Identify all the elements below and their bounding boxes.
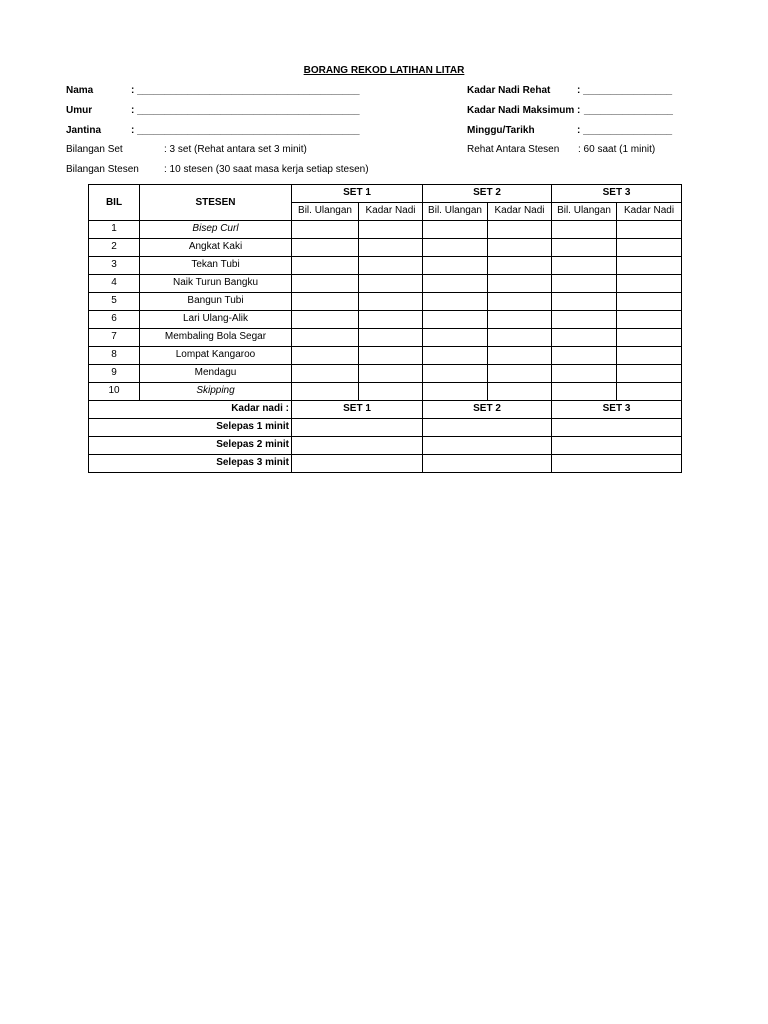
table-row <box>89 257 682 275</box>
recovery-set-1-header: SET 1 <box>292 401 423 419</box>
set-1-ulangan-header: Bil. Ulangan <box>292 203 359 221</box>
kadar-nadi-label: Kadar nadi : <box>89 401 292 419</box>
set-1-nadi-cell[interactable] <box>359 275 423 293</box>
set-1-nadi-cell[interactable] <box>359 293 423 311</box>
set-2-nadi-cell[interactable] <box>488 329 552 347</box>
set-2-ulangan-cell[interactable] <box>423 257 488 275</box>
set-2-nadi-cell[interactable] <box>488 347 552 365</box>
set-1-nadi-cell[interactable] <box>359 347 423 365</box>
selepas-label: Selepas 3 minit <box>89 455 292 473</box>
kadar-nadi-maksimum-field[interactable]: ________________ <box>584 105 673 116</box>
jantina-field[interactable]: : ________________________________________ <box>131 125 360 136</box>
set-2-ulangan-cell[interactable] <box>423 329 488 347</box>
set-3-nadi-cell[interactable] <box>617 329 682 347</box>
jantina-label: Jantina <box>66 125 102 136</box>
set-1-nadi-cell[interactable] <box>359 257 423 275</box>
set-3-nadi-cell[interactable] <box>617 311 682 329</box>
stesen-cell: Mendagu <box>140 365 292 383</box>
set-2-ulangan-cell[interactable] <box>423 221 488 239</box>
selepas-set-3-cell[interactable] <box>552 419 682 437</box>
set-3-ulangan-cell[interactable] <box>552 365 617 383</box>
bil-cell: 2 <box>89 239 140 257</box>
set-1-ulangan-cell[interactable] <box>292 311 359 329</box>
table-row <box>89 221 682 239</box>
set-2-ulangan-cell[interactable] <box>423 239 488 257</box>
selepas-label: Selepas 2 minit <box>89 437 292 455</box>
set-3-ulangan-cell[interactable] <box>552 221 617 239</box>
stesen-cell: Angkat Kaki <box>140 239 292 257</box>
set-2-nadi-cell[interactable] <box>488 311 552 329</box>
record-table <box>88 184 682 473</box>
set-3-ulangan-cell[interactable] <box>552 239 617 257</box>
set-1-ulangan-cell[interactable] <box>292 257 359 275</box>
set-3-ulangan-cell[interactable] <box>552 293 617 311</box>
set-3-ulangan-cell[interactable] <box>552 257 617 275</box>
selepas-row <box>89 455 682 473</box>
kadar-nadi-maksimum-label: Kadar Nadi Maksimum : <box>467 105 581 116</box>
set-3-nadi-cell[interactable] <box>617 293 682 311</box>
set-1-ulangan-cell[interactable] <box>292 293 359 311</box>
set-3-ulangan-cell[interactable] <box>552 329 617 347</box>
set-3-ulangan-cell[interactable] <box>552 347 617 365</box>
set-1-nadi-cell[interactable] <box>359 311 423 329</box>
set-3-header: SET 3 <box>552 185 682 203</box>
set-3-nadi-cell[interactable] <box>617 257 682 275</box>
set-2-nadi-cell[interactable] <box>488 383 552 401</box>
set-3-nadi-cell[interactable] <box>617 275 682 293</box>
bil-cell: 6 <box>89 311 140 329</box>
set-1-ulangan-cell[interactable] <box>292 275 359 293</box>
recovery-set-2-header: SET 2 <box>423 401 552 419</box>
set-3-ulangan-header: Bil. Ulangan <box>552 203 617 221</box>
nama-label: Nama <box>66 85 94 96</box>
table-row <box>89 365 682 383</box>
stesen-cell: Bisep Curl <box>140 221 292 239</box>
stesen-cell: Lompat Kangaroo <box>140 347 292 365</box>
bil-cell: 3 <box>89 257 140 275</box>
stesen-cell: Bangun Tubi <box>140 293 292 311</box>
rehat-antara-stesen-value: : 60 saat (1 minit) <box>578 144 656 155</box>
selepas-set-3-cell[interactable] <box>552 455 682 473</box>
set-1-ulangan-cell[interactable] <box>292 221 359 239</box>
set-2-ulangan-header: Bil. Ulangan <box>423 203 488 221</box>
header-row <box>89 185 682 203</box>
set-2-nadi-header: Kadar Nadi <box>488 203 552 221</box>
set-2-nadi-cell[interactable] <box>488 275 552 293</box>
set-2-header: SET 2 <box>423 185 552 203</box>
recovery-set-3-header: SET 3 <box>552 401 682 419</box>
set-2-ulangan-cell[interactable] <box>423 383 488 401</box>
selepas-set-2-cell[interactable] <box>423 455 552 473</box>
bil-cell: 8 <box>89 347 140 365</box>
set-3-nadi-cell[interactable] <box>617 347 682 365</box>
nama-field[interactable]: : ________________________________________ <box>131 85 360 96</box>
bil-cell: 10 <box>89 383 140 401</box>
bil-cell: 4 <box>89 275 140 293</box>
stesen-cell: Lari Ulang-Alik <box>140 311 292 329</box>
set-2-nadi-cell[interactable] <box>488 365 552 383</box>
selepas-set-3-cell[interactable] <box>552 437 682 455</box>
selepas-row <box>89 419 682 437</box>
stesen-cell: Membaling Bola Segar <box>140 329 292 347</box>
bilangan-set-value: : 3 set (Rehat antara set 3 minit) <box>164 144 307 155</box>
set-2-nadi-cell[interactable] <box>488 221 552 239</box>
set-1-nadi-cell[interactable] <box>359 239 423 257</box>
set-3-nadi-cell[interactable] <box>617 221 682 239</box>
stesen-cell: Skipping <box>140 383 292 401</box>
selepas-row <box>89 437 682 455</box>
set-2-ulangan-cell[interactable] <box>423 347 488 365</box>
selepas-set-1-cell[interactable] <box>292 455 423 473</box>
bilangan-stesen-value: : 10 stesen (30 saat masa kerja setiap stesen) <box>164 164 369 175</box>
table-row <box>89 275 682 293</box>
selepas-set-1-cell[interactable] <box>292 437 423 455</box>
bilangan-stesen-label: Bilangan Stesen <box>66 164 139 175</box>
set-1-ulangan-cell[interactable] <box>292 239 359 257</box>
set-2-nadi-cell[interactable] <box>488 239 552 257</box>
bil-cell: 1 <box>89 221 140 239</box>
minggu-tarikh-label: Minggu/Tarikh <box>467 125 535 136</box>
set-1-nadi-header: Kadar Nadi <box>359 203 423 221</box>
selepas-set-1-cell[interactable] <box>292 419 423 437</box>
kadar-nadi-rehat-field[interactable]: : ________________ <box>577 85 673 96</box>
set-3-nadi-cell[interactable] <box>617 365 682 383</box>
set-2-ulangan-cell[interactable] <box>423 365 488 383</box>
table-row <box>89 311 682 329</box>
table-row <box>89 293 682 311</box>
set-2-ulangan-cell[interactable] <box>423 293 488 311</box>
set-1-ulangan-cell[interactable] <box>292 383 359 401</box>
set-1-header: SET 1 <box>292 185 423 203</box>
set-3-ulangan-cell[interactable] <box>552 383 617 401</box>
set-1-nadi-cell[interactable] <box>359 221 423 239</box>
set-2-ulangan-cell[interactable] <box>423 275 488 293</box>
bilangan-set-label: Bilangan Set <box>66 144 123 155</box>
set-1-ulangan-cell[interactable] <box>292 347 359 365</box>
selepas-label: Selepas 1 minit <box>89 419 292 437</box>
set-1-ulangan-cell[interactable] <box>292 365 359 383</box>
bil-cell: 7 <box>89 329 140 347</box>
set-1-nadi-cell[interactable] <box>359 329 423 347</box>
kadar-nadi-row <box>89 401 682 419</box>
minggu-tarikh-field[interactable]: : ________________ <box>577 125 673 136</box>
rehat-antara-stesen-label: Rehat Antara Stesen <box>467 144 560 155</box>
set-3-nadi-cell[interactable] <box>617 239 682 257</box>
form-title: BORANG REKOD LATIHAN LITAR <box>303 65 465 76</box>
table-row <box>89 383 682 401</box>
set-3-nadi-cell[interactable] <box>617 383 682 401</box>
stesen-cell: Tekan Tubi <box>140 257 292 275</box>
col-bil-header: BIL <box>89 185 140 221</box>
bil-cell: 5 <box>89 293 140 311</box>
selepas-set-2-cell[interactable] <box>423 419 552 437</box>
table-row <box>89 347 682 365</box>
set-2-ulangan-cell[interactable] <box>423 311 488 329</box>
stesen-cell: Naik Turun Bangku <box>140 275 292 293</box>
set-1-nadi-cell[interactable] <box>359 383 423 401</box>
kadar-nadi-rehat-label: Kadar Nadi Rehat <box>467 85 551 96</box>
set-2-nadi-cell[interactable] <box>488 293 552 311</box>
set-2-nadi-cell[interactable] <box>488 257 552 275</box>
bil-cell: 9 <box>89 365 140 383</box>
umur-field[interactable]: : ________________________________________ <box>131 105 360 116</box>
set-1-nadi-cell[interactable] <box>359 365 423 383</box>
umur-label: Umur <box>66 105 93 116</box>
table-row <box>89 329 682 347</box>
set-3-ulangan-cell[interactable] <box>552 275 617 293</box>
set-3-nadi-header: Kadar Nadi <box>617 203 682 221</box>
selepas-set-2-cell[interactable] <box>423 437 552 455</box>
col-stesen-header: STESEN <box>140 185 292 221</box>
set-1-ulangan-cell[interactable] <box>292 329 359 347</box>
set-3-ulangan-cell[interactable] <box>552 311 617 329</box>
table-row <box>89 239 682 257</box>
